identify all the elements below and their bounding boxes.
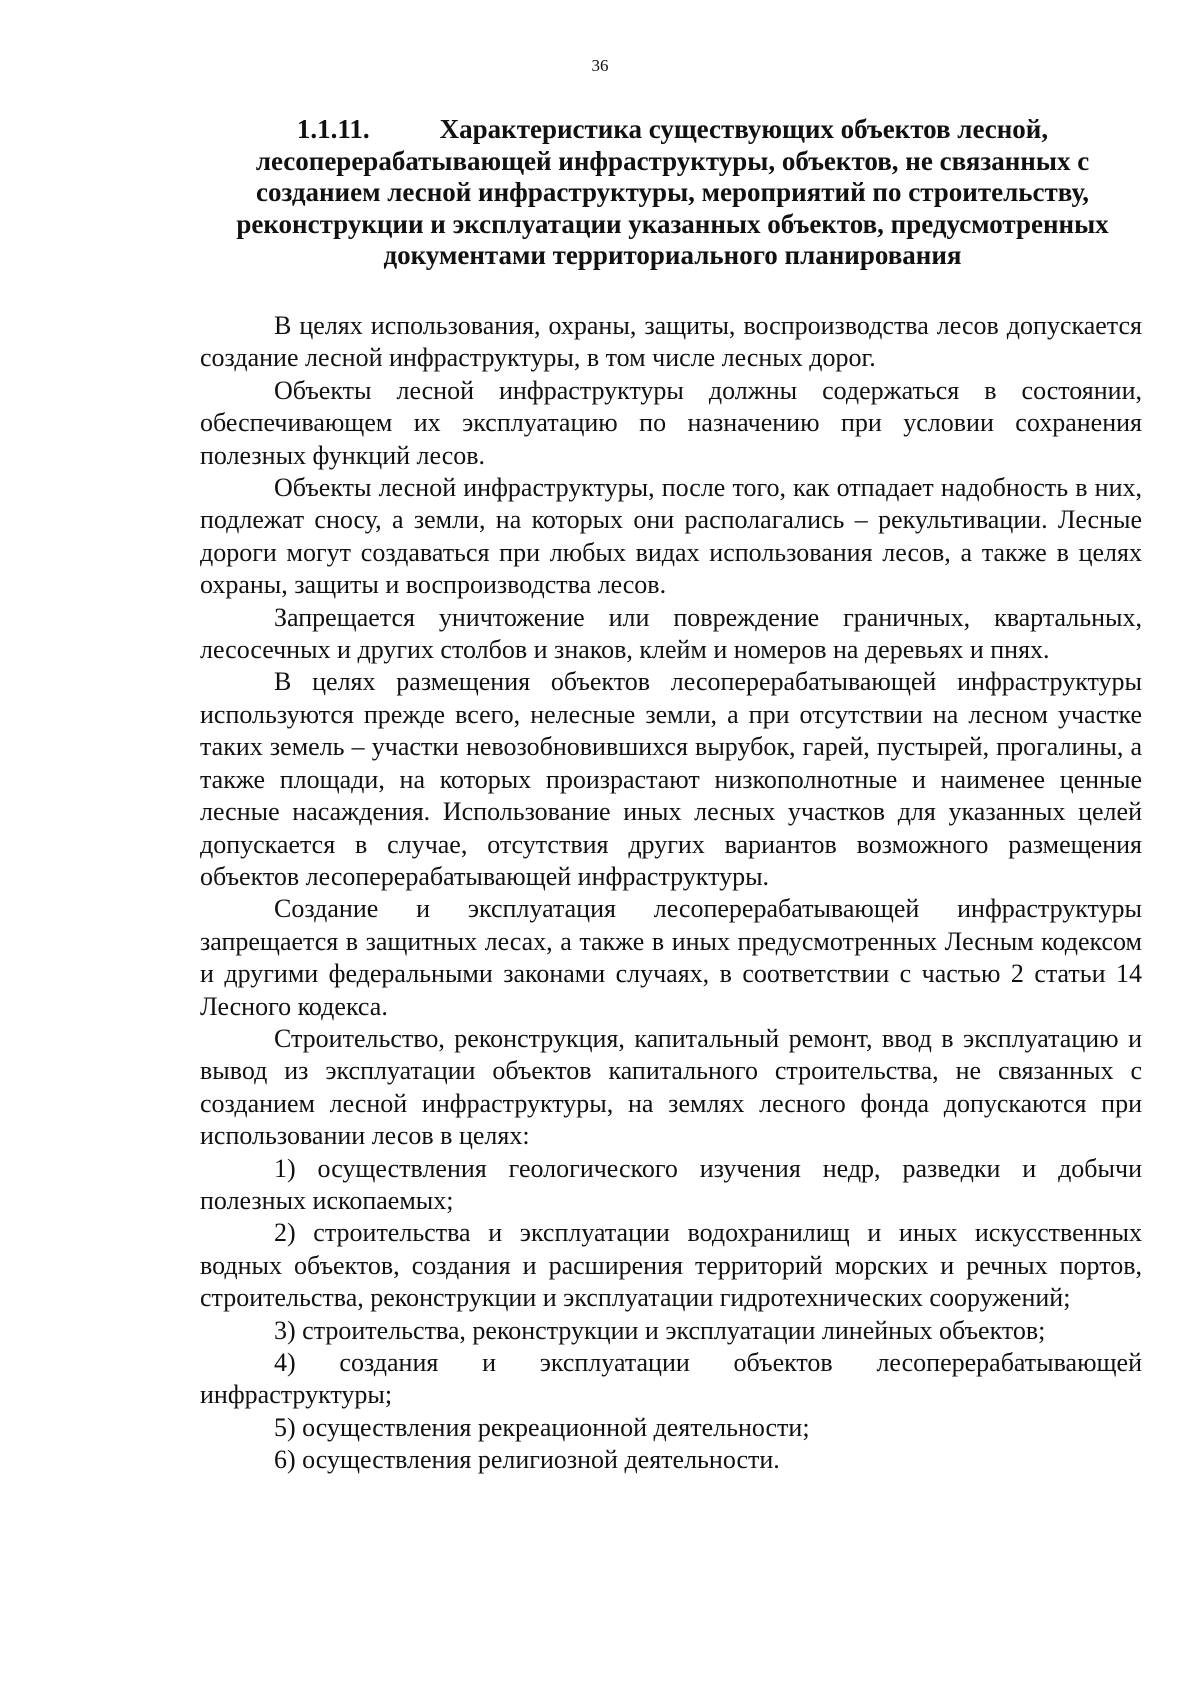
paragraph: В целях размещения объектов лесоперерабатывающей инфраструктуры используются прежде всего, нелесные земли, а при отсутствии на лесном участке таких земель – участки невозобновившихся вырубок, гарей, пустырей, прогалины, а также площади, на которых произрастают низкополнотные и наименее ценные лесные насаждения. Использование иных лесных участков для указанных целей допускается в случае, отсутствия других вариантов возможного размещения объектов лесоперерабатывающей инфраструктуры. bbox=[200, 667, 1142, 891]
list-item: 5) осуществления рекреационной деятельности; bbox=[274, 1412, 810, 1442]
paragraph: Объекты лесной инфраструктуры, после того, как отпадает надобность в них, подлежат сносу, а земли, на которых они располагались – рекультивации. Лесные дороги могут создаваться при любых видах использования лесов, а также в целях охраны, защиты и воспроизводства лесов. bbox=[200, 473, 1142, 600]
page-number: 36 bbox=[591, 56, 609, 75]
paragraph: Запрещается уничтожение или повреждение граничных, квартальных, лесосечных и других столбов и знаков, клейм и номеров на деревьях и пнях. bbox=[200, 602, 1142, 665]
paragraph: Создание и эксплуатация лесоперерабатывающей инфраструктуры запрещается в защитных лесах, а также в иных предусмотренных Лесным кодексом и другими федеральными законами случаях, в соответствии с частью 2 статьи 14 Лесного кодекса. bbox=[200, 894, 1142, 1021]
paragraph: Строительство, реконструкция, капитальный ремонт, ввод в эксплуатацию и вывод из эксплуатации объектов капитального строительства, не связанных с созданием лесной инфраструктуры, на землях лесного фонда допускаются при использовании лесов в целях: bbox=[200, 1023, 1142, 1151]
list-item: 3) строительства, реконструкции и эксплуатации линейных объектов; bbox=[274, 1315, 1046, 1345]
paragraph: В целях использования, охраны, защиты, воспроизводства лесов допускается создание лесной инфраструктуры, в том числе лесных дорог. bbox=[200, 311, 1142, 373]
section-title: Характеристика существующих объектов лесной, лесоперерабатывающей инфраструктуры, объектов, не связанных с созданием лесной инфраструктуры, мероприятий по строительству, реконструкции и эксплуатации указанных объектов, предусмотренных документами территориального планирования bbox=[236, 114, 1109, 270]
list-item: 1) осуществления геологического изучения недр, разведки и добычи полезных ископаемых; bbox=[200, 1153, 1142, 1215]
section-heading bbox=[205, 114, 1140, 272]
paragraph: Объекты лесной инфраструктуры должны содержаться в состоянии, обеспечивающем их эксплуатацию по назначению при условии сохранения полезных функций лесов. bbox=[200, 375, 1142, 470]
list-item: 4) создания и эксплуатации объектов лесоперерабатывающей инфраструктуры; bbox=[200, 1348, 1142, 1410]
section-number: 1.1.11. bbox=[296, 114, 370, 144]
list-item: 2) строительства и эксплуатации водохранилищ и иных искусственных водных объектов, создания и расширения территорий морских и речных портов, строительства, реконструкции и эксплуатации гидротехнических сооружений; bbox=[200, 1218, 1142, 1313]
document-body bbox=[200, 310, 1142, 1477]
list-item: 6) осуществления религиозной деятельности. bbox=[274, 1445, 780, 1475]
